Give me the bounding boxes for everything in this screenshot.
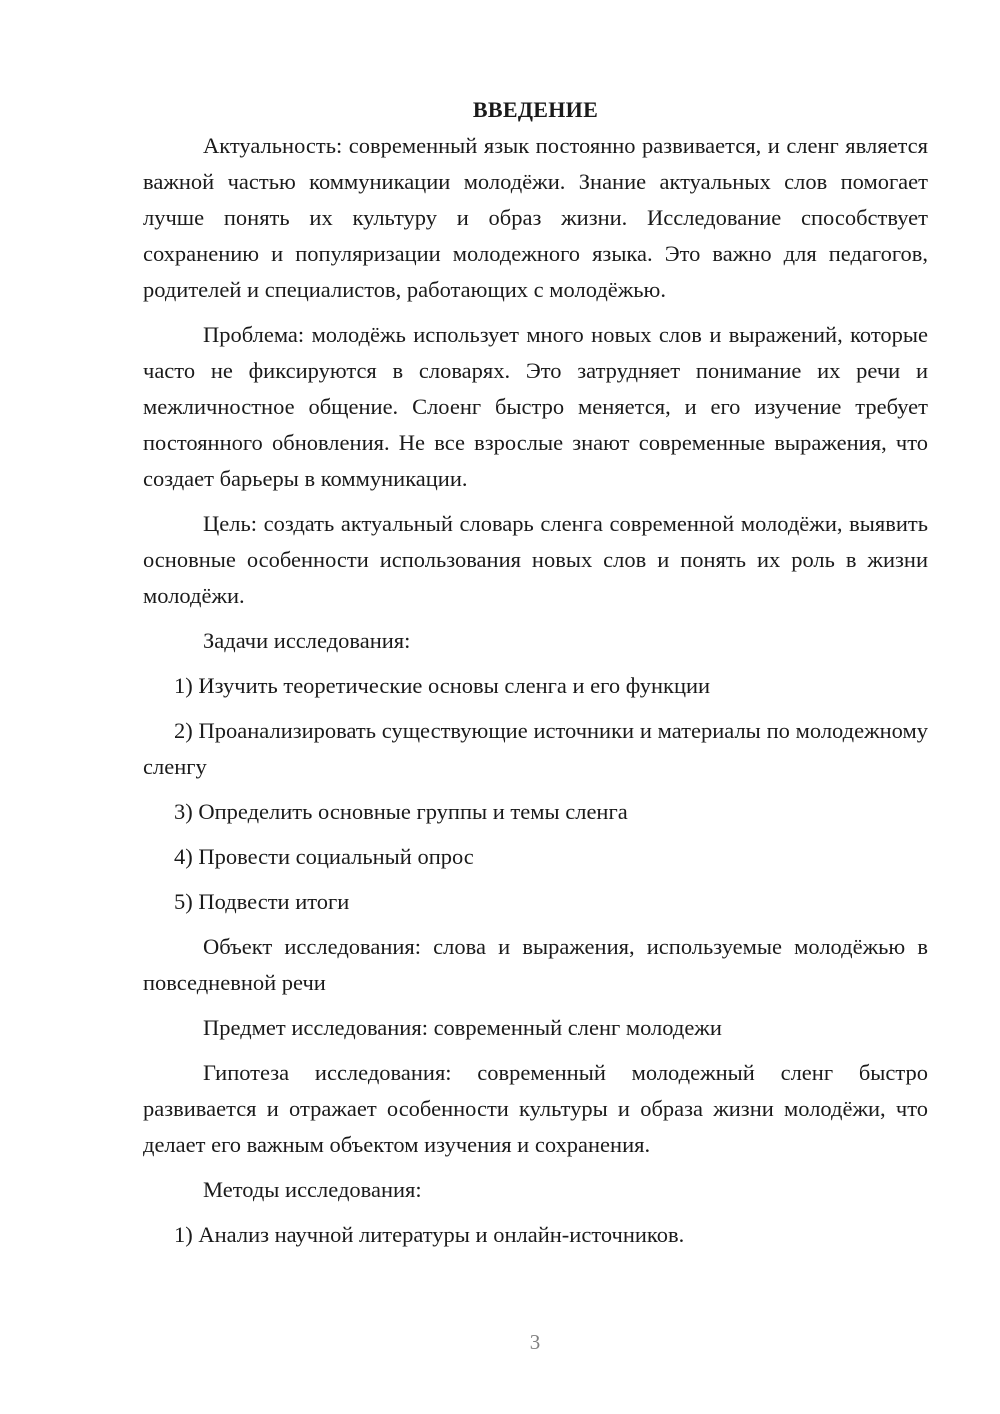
tasks-heading: Задачи исследования: [203, 628, 411, 653]
hypothesis-paragraph: Гипотеза исследования: современный молодежный сленг быстро развивается и отражает особенности культуры и образа жизни молодёжи, что делает его важным объектом изучения и сохранения. [143, 1060, 928, 1157]
task-item-2: 2) Проанализировать существующие источники и материалы по молодежному сленгу [143, 718, 928, 779]
task-item-3: 3) Определить основные группы и темы сленга [174, 799, 628, 824]
subject-paragraph: Предмет исследования: современный сленг молодежи [203, 1015, 722, 1040]
relevance-paragraph: Актуальность: современный язык постоянно развивается, и сленг является важной частью коммуникации молодёжи. Знание актуальных слов помогает лучше понять их культуру и образ жизни. Исследование способствует сохранению и популяризации молодежного языка. Это важно для педагогов, родителей и специалистов, работающих с молодёжью. [143, 133, 928, 302]
page-number: 3 [529, 1330, 541, 1354]
task-item-5: 5) Подвести итоги [174, 889, 350, 914]
goal-paragraph: Цель: создать актуальный словарь сленга современной молодёжи, выявить основные особенности использования новых слов и понять их роль в жизни молодёжи. [143, 511, 928, 608]
object-paragraph: Объект исследования: слова и выражения, используемые молодёжью в повседневной речи [143, 934, 928, 995]
section-title: ВВЕДЕНИЕ [472, 97, 599, 122]
methods-heading: Методы исследования: [203, 1177, 422, 1202]
method-item-1: 1) Анализ научной литературы и онлайн-источников. [174, 1222, 685, 1247]
task-item-1: 1) Изучить теоретические основы сленга и его функции [174, 673, 711, 698]
problem-paragraph: Проблема: молодёжь использует много новых слов и выражений, которые часто не фиксируются в словарях. Это затрудняет понимание их речи и межличностное общение. Слоенг быстро меняется, и его изучение требует постоянного обновления. Не все взрослые знают современные выражения, что создает барьеры в коммуникации. [143, 322, 928, 491]
page-content [143, 92, 928, 1253]
task-item-4: 4) Провести социальный опрос [174, 844, 474, 869]
